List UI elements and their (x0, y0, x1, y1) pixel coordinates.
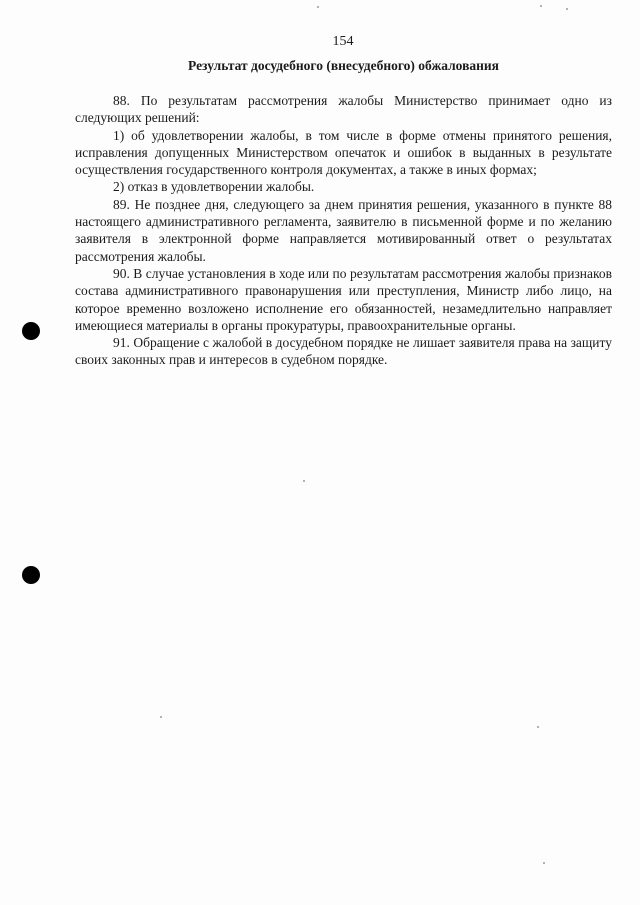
scan-speck (303, 480, 305, 482)
scan-speck (540, 5, 542, 7)
paragraph-89: 89. Не позднее дня, следующего за днем принятия решения, указанного в пункте 88 настоящего административного регламента, заявителю в письменной форме и по желанию заявителя в электронной форме направляется мотивированный ответ о результатах рассмотрения жалобы. (75, 196, 612, 264)
scan-speck (543, 862, 545, 864)
scan-speck (537, 726, 539, 728)
paragraph-90: 90. В случае установления в ходе или по результатам рассмотрения жалобы признаков состава административного правонарушения или преступления, Министр либо лицо, на которое временно возложено исполнение его обязанностей, незамедлительно направляет имеющиеся материалы в органы прокуратуры, правоохранительные органы. (75, 265, 612, 333)
section-heading: Результат досудебного (внесудебного) обжалования (188, 58, 499, 73)
scan-speck (566, 8, 568, 10)
body-text (75, 92, 612, 369)
binder-hole-upper (22, 322, 40, 340)
scan-speck (317, 6, 319, 8)
scan-speck (160, 716, 162, 718)
paragraph-88: 88. По результатам рассмотрения жалобы Министерство принимает одно из следующих решений: (75, 93, 612, 126)
paragraph-91: 91. Обращение с жалобой в досудебном порядке не лишает заявителя права на защиту своих законных прав и интересов в судебном порядке. (75, 335, 612, 368)
paragraph-88-option-1: 1) об удовлетворении жалобы, в том числе в форме отмены принятого решения, исправления допущенных Министерством опечаток и ошибок в выданных в результате осуществления государственного контроля документах, а также в иных формах; (75, 127, 612, 178)
paragraph-88-option-2: 2) отказ в удовлетворении жалобы. (113, 179, 315, 195)
binder-hole-lower (22, 566, 40, 584)
page-number: 154 (332, 34, 354, 49)
